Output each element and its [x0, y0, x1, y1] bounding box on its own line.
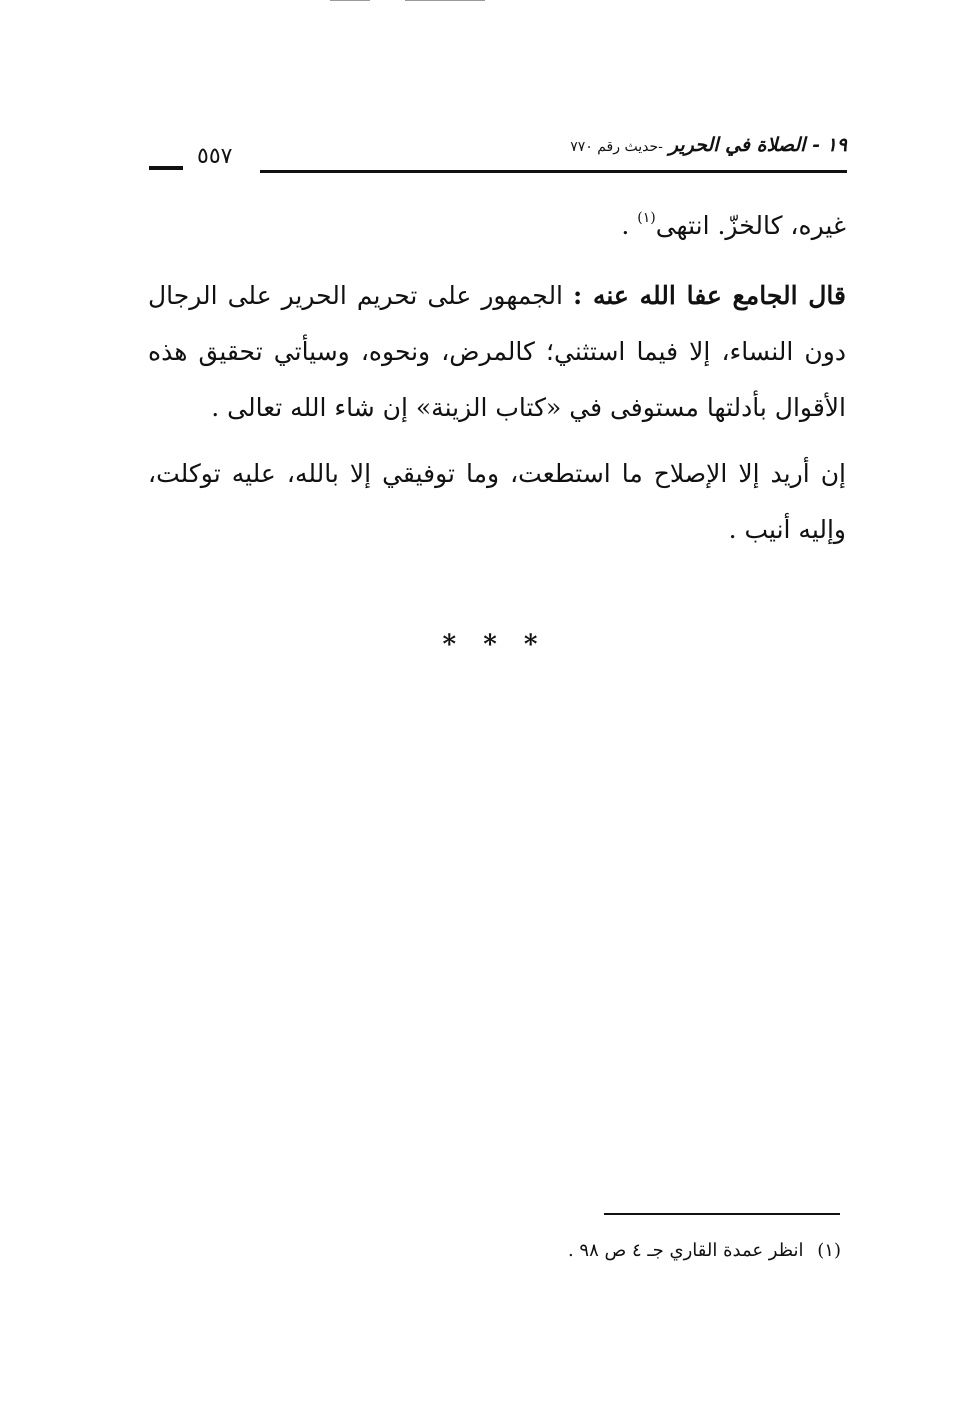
- paragraph-3: [148, 446, 846, 558]
- footnote-rule: [604, 1213, 840, 1215]
- chapter-title: ١٩ - الصلاة في الحرير: [668, 134, 847, 156]
- paragraph-2-text: الجمهور على تحريم الحرير على الرجال دون النساء، إلا فيما استثني؛ كالمرض، ونحوه، وسيأتي تحقيق هذه الأقوال بأدلتها مستوفى في «كتاب الزينة» إن شاء الله تعالى .: [148, 281, 846, 422]
- footnote-marker: (١): [817, 1240, 841, 1261]
- compiler-note-lead: قال الجامع عفا الله عنه :: [573, 281, 847, 310]
- paragraph-1-text: غيره، كالخزّ. انتهى: [655, 211, 846, 240]
- footnote-text: انظر عمدة القاري جـ ٤ ص ٩٨ .: [567, 1240, 804, 1261]
- section-separator: * * *: [442, 630, 538, 660]
- paragraph-1-end: .: [621, 211, 638, 240]
- main-text: [148, 198, 846, 568]
- footnote-reference: (١): [637, 210, 656, 226]
- paragraph-2: [148, 268, 846, 436]
- running-title: [570, 134, 847, 156]
- page-number: ٥٥٧: [197, 144, 233, 169]
- page-number-dash: [149, 166, 183, 170]
- footnote: [568, 1240, 841, 1261]
- paragraph-3-text: إن أريد إلا الإصلاح ما استطعت، وما توفيقي إلا بالله، عليه توكلت، وإليه أنيب .: [148, 459, 846, 544]
- header-rule: [260, 170, 847, 173]
- page-header: [145, 128, 847, 178]
- top-edge-marks: [330, 0, 490, 2]
- paragraph-1: [148, 198, 846, 254]
- hadith-reference: -حديث رقم ٧٧٠: [570, 139, 663, 155]
